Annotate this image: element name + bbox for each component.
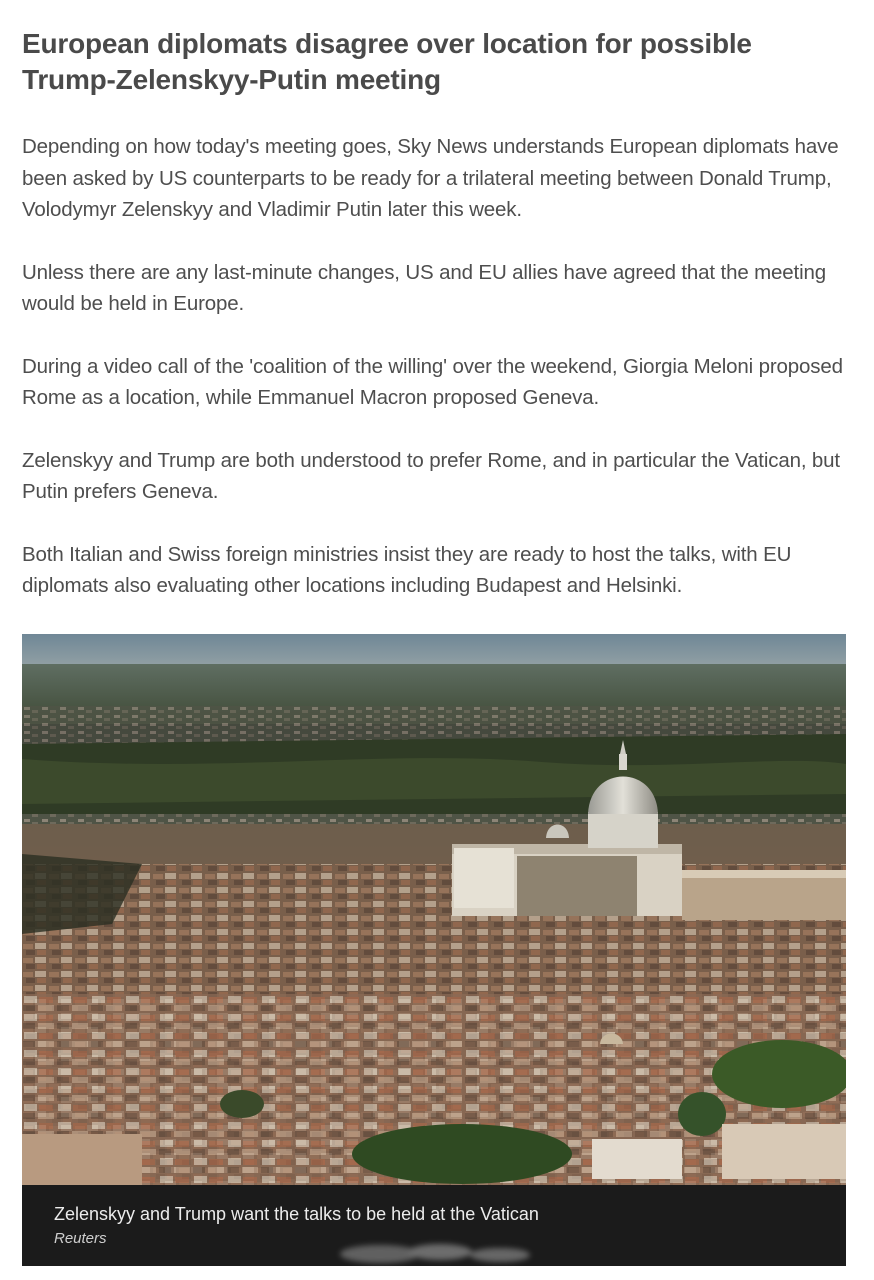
article-paragraph: Depending on how today's meeting goes, Sky News understands European diplomats have been asked by US counterparts to be ready for a trilateral meeting between Donald Trump, Volodymyr Zelenskyy and Vladimir Putin later this week. [22, 135, 839, 221]
caption-text: Zelenskyy and Trump want the talks to be held at the Vatican [54, 1204, 539, 1224]
article-paragraph: Both Italian and Swiss foreign ministries insist they are ready to host the talks, with EU diplomats also evaluating other locations including Budapest and Helsinki. [22, 542, 792, 597]
blurred-watermark [330, 1238, 540, 1270]
article-body [22, 131, 852, 602]
article-paragraph: Zelenskyy and Trump are both understood to prefer Rome, and in particular the Vatican, but Putin prefers Geneva. [22, 448, 840, 503]
article-paragraph: Unless there are any last-minute changes, US and EU allies have agreed that the meeting would be held in Europe. [22, 260, 826, 315]
article-figure [22, 634, 846, 1266]
photo-credit: Reuters [54, 1230, 107, 1247]
article-paragraph: During a video call of the 'coalition of the willing' over the weekend, Giorgia Meloni proposed Rome as a location, while Emmanuel Macron proposed Geneva. [22, 354, 843, 409]
article [22, 26, 852, 633]
vatican-aerial-photo [22, 634, 846, 1185]
article-headline: European diplomats disagree over location for possible Trump-Zelenskyy-Putin meeting [22, 28, 752, 95]
